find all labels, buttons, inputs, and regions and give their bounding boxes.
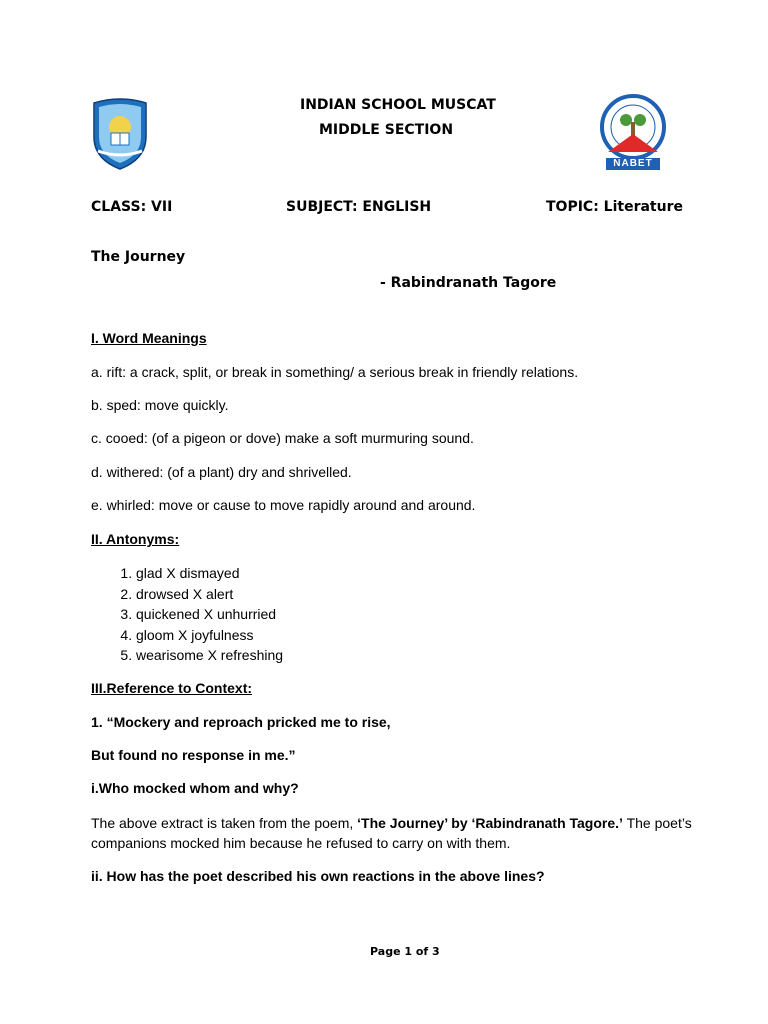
school-name: INDIAN SCHOOL MUSCAT <box>300 97 496 113</box>
question-2: ii. How has the poet described his own reactions in the above lines? <box>91 868 545 884</box>
antonym-item: 1. glad X dismayed <box>136 563 283 584</box>
page-number: Page 1 of 3 <box>370 945 440 958</box>
subject-label: SUBJECT: ENGLISH <box>286 199 432 215</box>
word-meanings-heading: I. Word Meanings <box>91 330 207 346</box>
context-heading: III.Reference to Context: <box>91 680 253 696</box>
antonyms-heading: II. Antonyms: <box>91 531 180 547</box>
answer-1-source: ‘The Journey’ by ‘Rabindranath Tagore.’ <box>357 815 623 831</box>
nabet-text: NABET <box>613 158 653 169</box>
antonym-item: 2. drowsed X alert <box>136 584 283 605</box>
poem-author: - Rabindranath Tagore <box>380 275 557 291</box>
word-meaning-item: b. sped: move quickly. <box>91 397 229 413</box>
answer-1-intro: The above extract is taken from the poem, <box>91 815 358 831</box>
school-crest-logo <box>90 97 150 171</box>
extract-line-2: But found no response in me.” <box>91 747 296 763</box>
school-crest-icon <box>90 97 150 171</box>
nabet-logo <box>600 94 666 174</box>
word-meaning-item: e. whirled: move or cause to move rapidly around and around. <box>91 497 476 513</box>
section-name: MIDDLE SECTION <box>319 122 454 138</box>
antonym-item: 5. wearisome X refreshing <box>136 645 283 666</box>
word-meaning-item: c. cooed: (of a pigeon or dove) make a soft murmuring sound. <box>91 430 474 446</box>
answer-1 <box>91 813 721 853</box>
word-meaning-item: a. rift: a crack, split, or break in something/ a serious break in friendly relations. <box>91 364 579 380</box>
antonym-item: 4. gloom X joyfulness <box>136 625 283 646</box>
word-meaning-item: d. withered: (of a plant) dry and shrivelled. <box>91 464 352 480</box>
topic-label: TOPIC: Literature <box>546 199 683 215</box>
antonym-item: 3. quickened X unhurried <box>136 604 283 625</box>
poem-title: The Journey <box>91 249 186 265</box>
extract-line-1: 1. “Mockery and reproach pricked me to rise, <box>91 714 391 730</box>
answer-1-explanation: The poet’s companions mocked him because he refused to carry on with them. <box>91 815 692 851</box>
class-label: CLASS: VII <box>91 199 173 215</box>
question-1: i.Who mocked whom and why? <box>91 780 299 796</box>
antonyms-list <box>112 563 283 666</box>
